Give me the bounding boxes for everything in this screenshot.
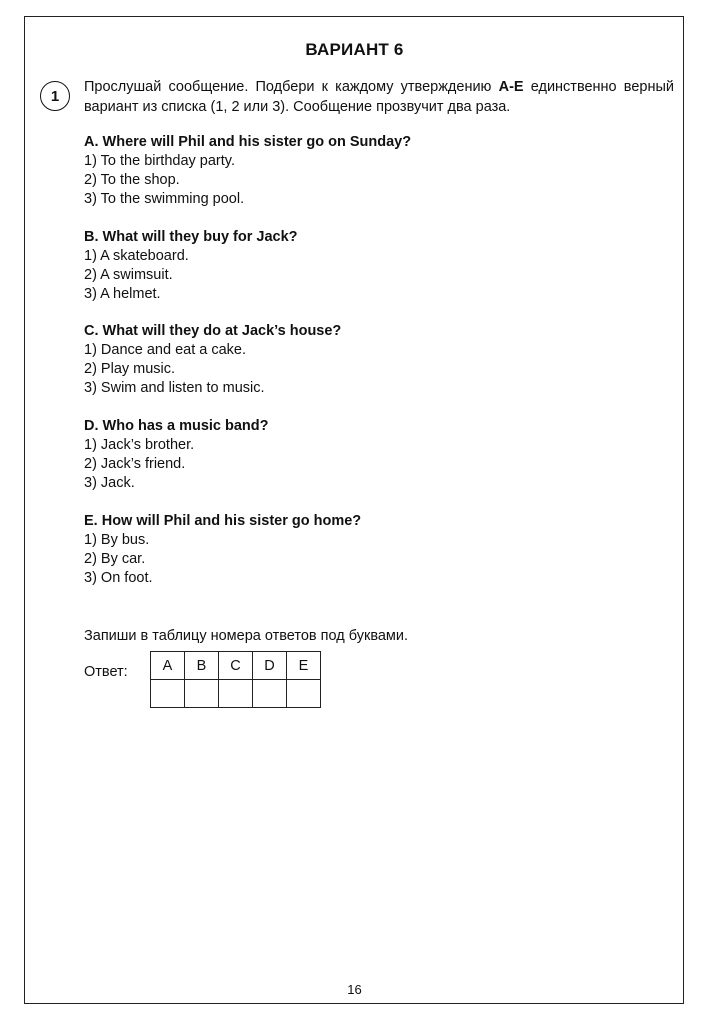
answer-option: 2) A swimsuit. xyxy=(84,267,173,283)
answer-cell-c[interactable] xyxy=(219,680,253,708)
answer-letter-d: D xyxy=(253,652,287,680)
answer-option: 2) Jack’s friend. xyxy=(84,456,186,472)
question-b xyxy=(84,227,674,304)
answer-cell-e[interactable] xyxy=(287,680,321,708)
answer-option: 3) Swim and listen to music. xyxy=(84,380,265,396)
page-title: ВАРИАНТ 6 xyxy=(305,40,404,59)
answer-input-row xyxy=(151,680,321,708)
question-title: A. Where will Phil and his sister go on Sunday? xyxy=(84,134,412,150)
question-title: C. What will they do at Jack’s house? xyxy=(84,323,342,339)
question-a xyxy=(84,132,674,209)
answer-option: 2) To the shop. xyxy=(84,172,180,188)
answer-option: 3) On foot. xyxy=(84,570,153,586)
answer-cell-a[interactable] xyxy=(151,680,185,708)
answer-cell-d[interactable] xyxy=(253,680,287,708)
question-c xyxy=(84,321,674,398)
answer-option: 2) By car. xyxy=(84,551,146,567)
answer-letter-a: A xyxy=(151,652,185,680)
answer-option: 1) To the birthday party. xyxy=(84,153,235,169)
answer-option: 3) To the swimming pool. xyxy=(84,191,245,207)
answer-option: 3) A helmet. xyxy=(84,286,161,302)
instruction-text-cont: единственно верный вариант из списка (1, 2 или 3). Сообщение прозвучит два раза. xyxy=(84,79,674,115)
question-e xyxy=(84,511,674,588)
answer-option: 1) By bus. xyxy=(84,532,150,548)
question-title: B. What will they buy for Jack? xyxy=(84,229,298,245)
answer-option: 2) Play music. xyxy=(84,361,176,377)
answer-header-row xyxy=(151,652,321,680)
instruction-range: A-E xyxy=(498,79,524,95)
answer-option: 3) Jack. xyxy=(84,475,135,491)
instruction-text: Прослушай сообщение. Подбери к каждому утверждению xyxy=(84,79,499,95)
answer-letter-e: E xyxy=(287,652,321,680)
answer-label: Ответ: xyxy=(84,664,128,680)
question-d xyxy=(84,416,674,493)
question-title: D. Who has a music band? xyxy=(84,418,269,434)
answer-table xyxy=(150,651,321,708)
question-title: E. How will Phil and his sister go home? xyxy=(84,513,362,529)
answer-letter-c: C xyxy=(219,652,253,680)
page-number: 16 xyxy=(347,982,362,997)
task-number-badge: 1 xyxy=(40,81,70,111)
task-instruction xyxy=(84,77,674,117)
answer-cell-b[interactable] xyxy=(185,680,219,708)
answer-option: 1) Dance and eat a cake. xyxy=(84,342,247,358)
answer-letter-b: B xyxy=(185,652,219,680)
table-instruction: Запиши в таблицу номера ответов под буквами. xyxy=(84,628,409,644)
answer-option: 1) Jack’s brother. xyxy=(84,437,195,453)
answer-option: 1) A skateboard. xyxy=(84,248,189,264)
